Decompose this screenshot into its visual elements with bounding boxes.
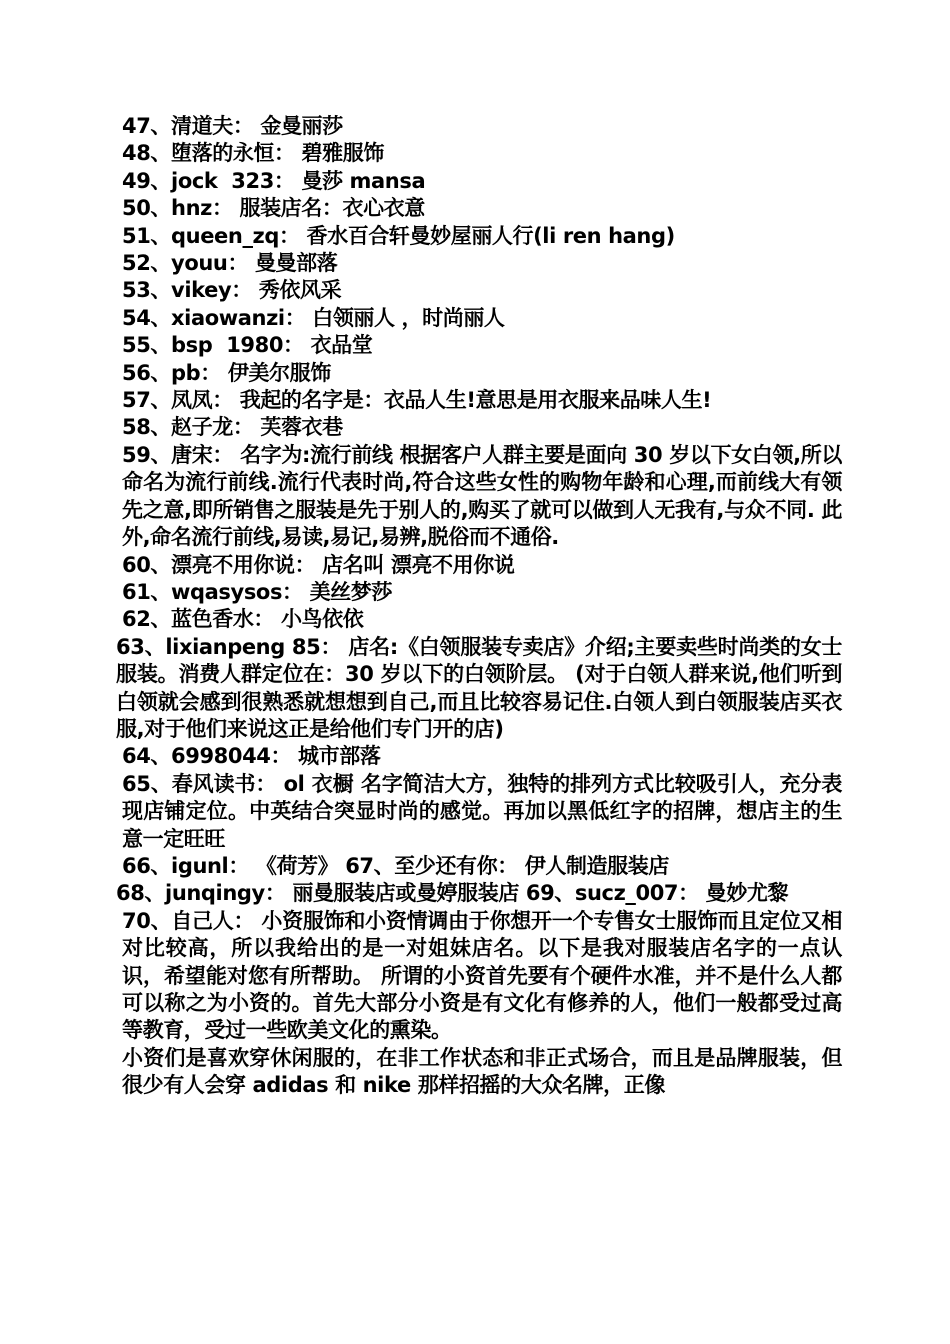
entry-prefix: 58、赵子龙： [122, 415, 261, 440]
entry-prefix: 68、junqingy： [116, 881, 293, 906]
store-name: 芙蓉衣巷 [260, 415, 343, 440]
store-name: 丽曼服装店或曼婷服装店 [292, 881, 519, 906]
store-name: 香水百合轩曼妙屋丽人行(li ren hang) [306, 223, 675, 248]
entry-prefix: 60、漂亮不用你说： [122, 552, 323, 577]
store-name: 白领丽人 ，时尚丽人 [312, 305, 505, 330]
entry-text: 名字为:流行前线 根据客户人群主要是面向 30 岁以下女白领,所以命名为流行前线.流行代表时尚,符合这些女性的购物年龄和心理,而前线大有领先之意,即所销售之服装是先于别人的,购买了就可以做到人无我有,与众不同. 此外,命名流行前线,易读,易记,易辨,脱俗而不通俗. [122, 442, 842, 550]
store-name: 《荷芳》 [255, 853, 339, 878]
store-name: 服装店名：衣心衣意 [239, 196, 425, 221]
store-name: 曼曼部落 [254, 251, 338, 276]
store-name: 曼莎 mansa [301, 168, 426, 193]
store-name: 小鸟依依 [280, 607, 364, 632]
list-item [116, 250, 842, 277]
entry-prefix: 48、堕落的永恒： [122, 141, 302, 166]
list-item [116, 277, 842, 304]
entry-prefix: 57、凤凤： [122, 388, 240, 413]
list-item [116, 223, 842, 250]
list-item [116, 332, 842, 359]
entry-prefix: 51、queen_zq： [122, 223, 307, 248]
document-page [116, 113, 842, 1100]
store-name: 伊人制造服装店 [524, 853, 669, 878]
list-item [116, 168, 842, 195]
store-name: 店名叫 漂亮不用你说 [322, 552, 515, 577]
entry-text: ol 衣橱 名字简洁大方，独特的排列方式比较吸引人，充分表现店铺定位。中英结合突显时尚的感觉。再加以黑低红字的招牌，想店主的生意一定旺旺 [122, 771, 842, 851]
list-item [116, 387, 842, 414]
store-name: 秀依风采 [258, 278, 342, 303]
entry-prefix: 56、pb： [122, 360, 228, 385]
list-item [116, 853, 842, 880]
entry-text: 小资服饰和小资情调由于你想开一个专售女士服饰而且定位又相对比较高，所以我给出的是一对姐妹店名。以下是我对服装店名字的一点认识，希望能对您有所帮助。 所谓的小资首先要有个硬件水准，并不是什么人都可以称之为小资的。首先大部分小资是有文化有修养的人，他们一般都受过高等教育，受过一些欧美文化的熏染。 [122, 908, 842, 1043]
list-item [116, 305, 842, 332]
store-name: 曼妙尤黎 [705, 881, 789, 906]
store-name: 城市部落 [298, 744, 381, 769]
store-name: 伊美尔服饰 [227, 360, 331, 385]
store-name: 金曼丽莎 [260, 114, 343, 138]
entry-prefix: 64、6998044： [122, 744, 299, 769]
list-item-paragraph [116, 634, 842, 744]
entry-prefix: 59、唐宋： [122, 442, 241, 467]
list-item-paragraph [116, 880, 842, 907]
list-item-paragraph [116, 771, 842, 853]
list-item [116, 140, 842, 167]
store-name: 碧雅服饰 [301, 141, 384, 166]
list-item [116, 113, 842, 140]
store-name: 衣品堂 [310, 333, 373, 358]
list-item [116, 414, 842, 441]
entry-prefix: 63、lixianpeng 85： [116, 634, 349, 659]
entry-prefix: 70、自己人： [122, 908, 262, 933]
entry-prefix: 61、wqasysos： [122, 579, 310, 604]
store-name: 我起的名字是：衣品人生!意思是用衣服来品味人生! [239, 388, 712, 413]
entry-prefix: 47、清道夫： [122, 114, 261, 138]
entry-prefix: 54、xiaowanzi： [122, 305, 313, 330]
entry-prefix: 62、蓝色香水： [122, 607, 281, 632]
list-item [116, 360, 842, 387]
entry-prefix: 67、至少还有你： [338, 853, 525, 878]
list-item [116, 606, 842, 633]
entry-prefix: 69、sucz_007： [518, 881, 706, 906]
list-item-paragraph [116, 442, 842, 552]
store-name: 美丝梦莎 [309, 579, 392, 604]
entry-prefix: 49、jock 323： [122, 168, 302, 193]
entry-prefix: 52、youu： [122, 251, 255, 276]
list-item [116, 552, 842, 579]
entry-prefix: 55、bsp 1980： [122, 333, 311, 358]
entry-text: 店名:《白领服装专卖店》介绍;主要卖些时尚类的女士服装。消费人群定位在：30 岁以下的白领阶层。 (对于白领人群来说,他们听到白领就会感到很熟悉就想想到自己,而且比较容易记住.白领人到白领服装店买衣服,对于他们来说这正是给他们专门开的店) [116, 634, 843, 741]
list-item-paragraph [116, 908, 842, 1045]
entry-prefix: 50、hnz： [122, 196, 240, 221]
entry-prefix: 65、春风读书： [122, 771, 284, 796]
entry-prefix: 66、igunl： [122, 853, 256, 878]
list-item [116, 743, 842, 770]
body-paragraph: 小资们是喜欢穿休闲服的，在非工作状态和非正式场合，而且是品牌服装，但很少有人会穿 adidas 和 nike 那样招摇的大众名牌，正像 [122, 1045, 842, 1098]
list-item [116, 195, 842, 222]
list-item [116, 579, 842, 606]
entry-prefix: 53、vikey： [122, 278, 259, 303]
